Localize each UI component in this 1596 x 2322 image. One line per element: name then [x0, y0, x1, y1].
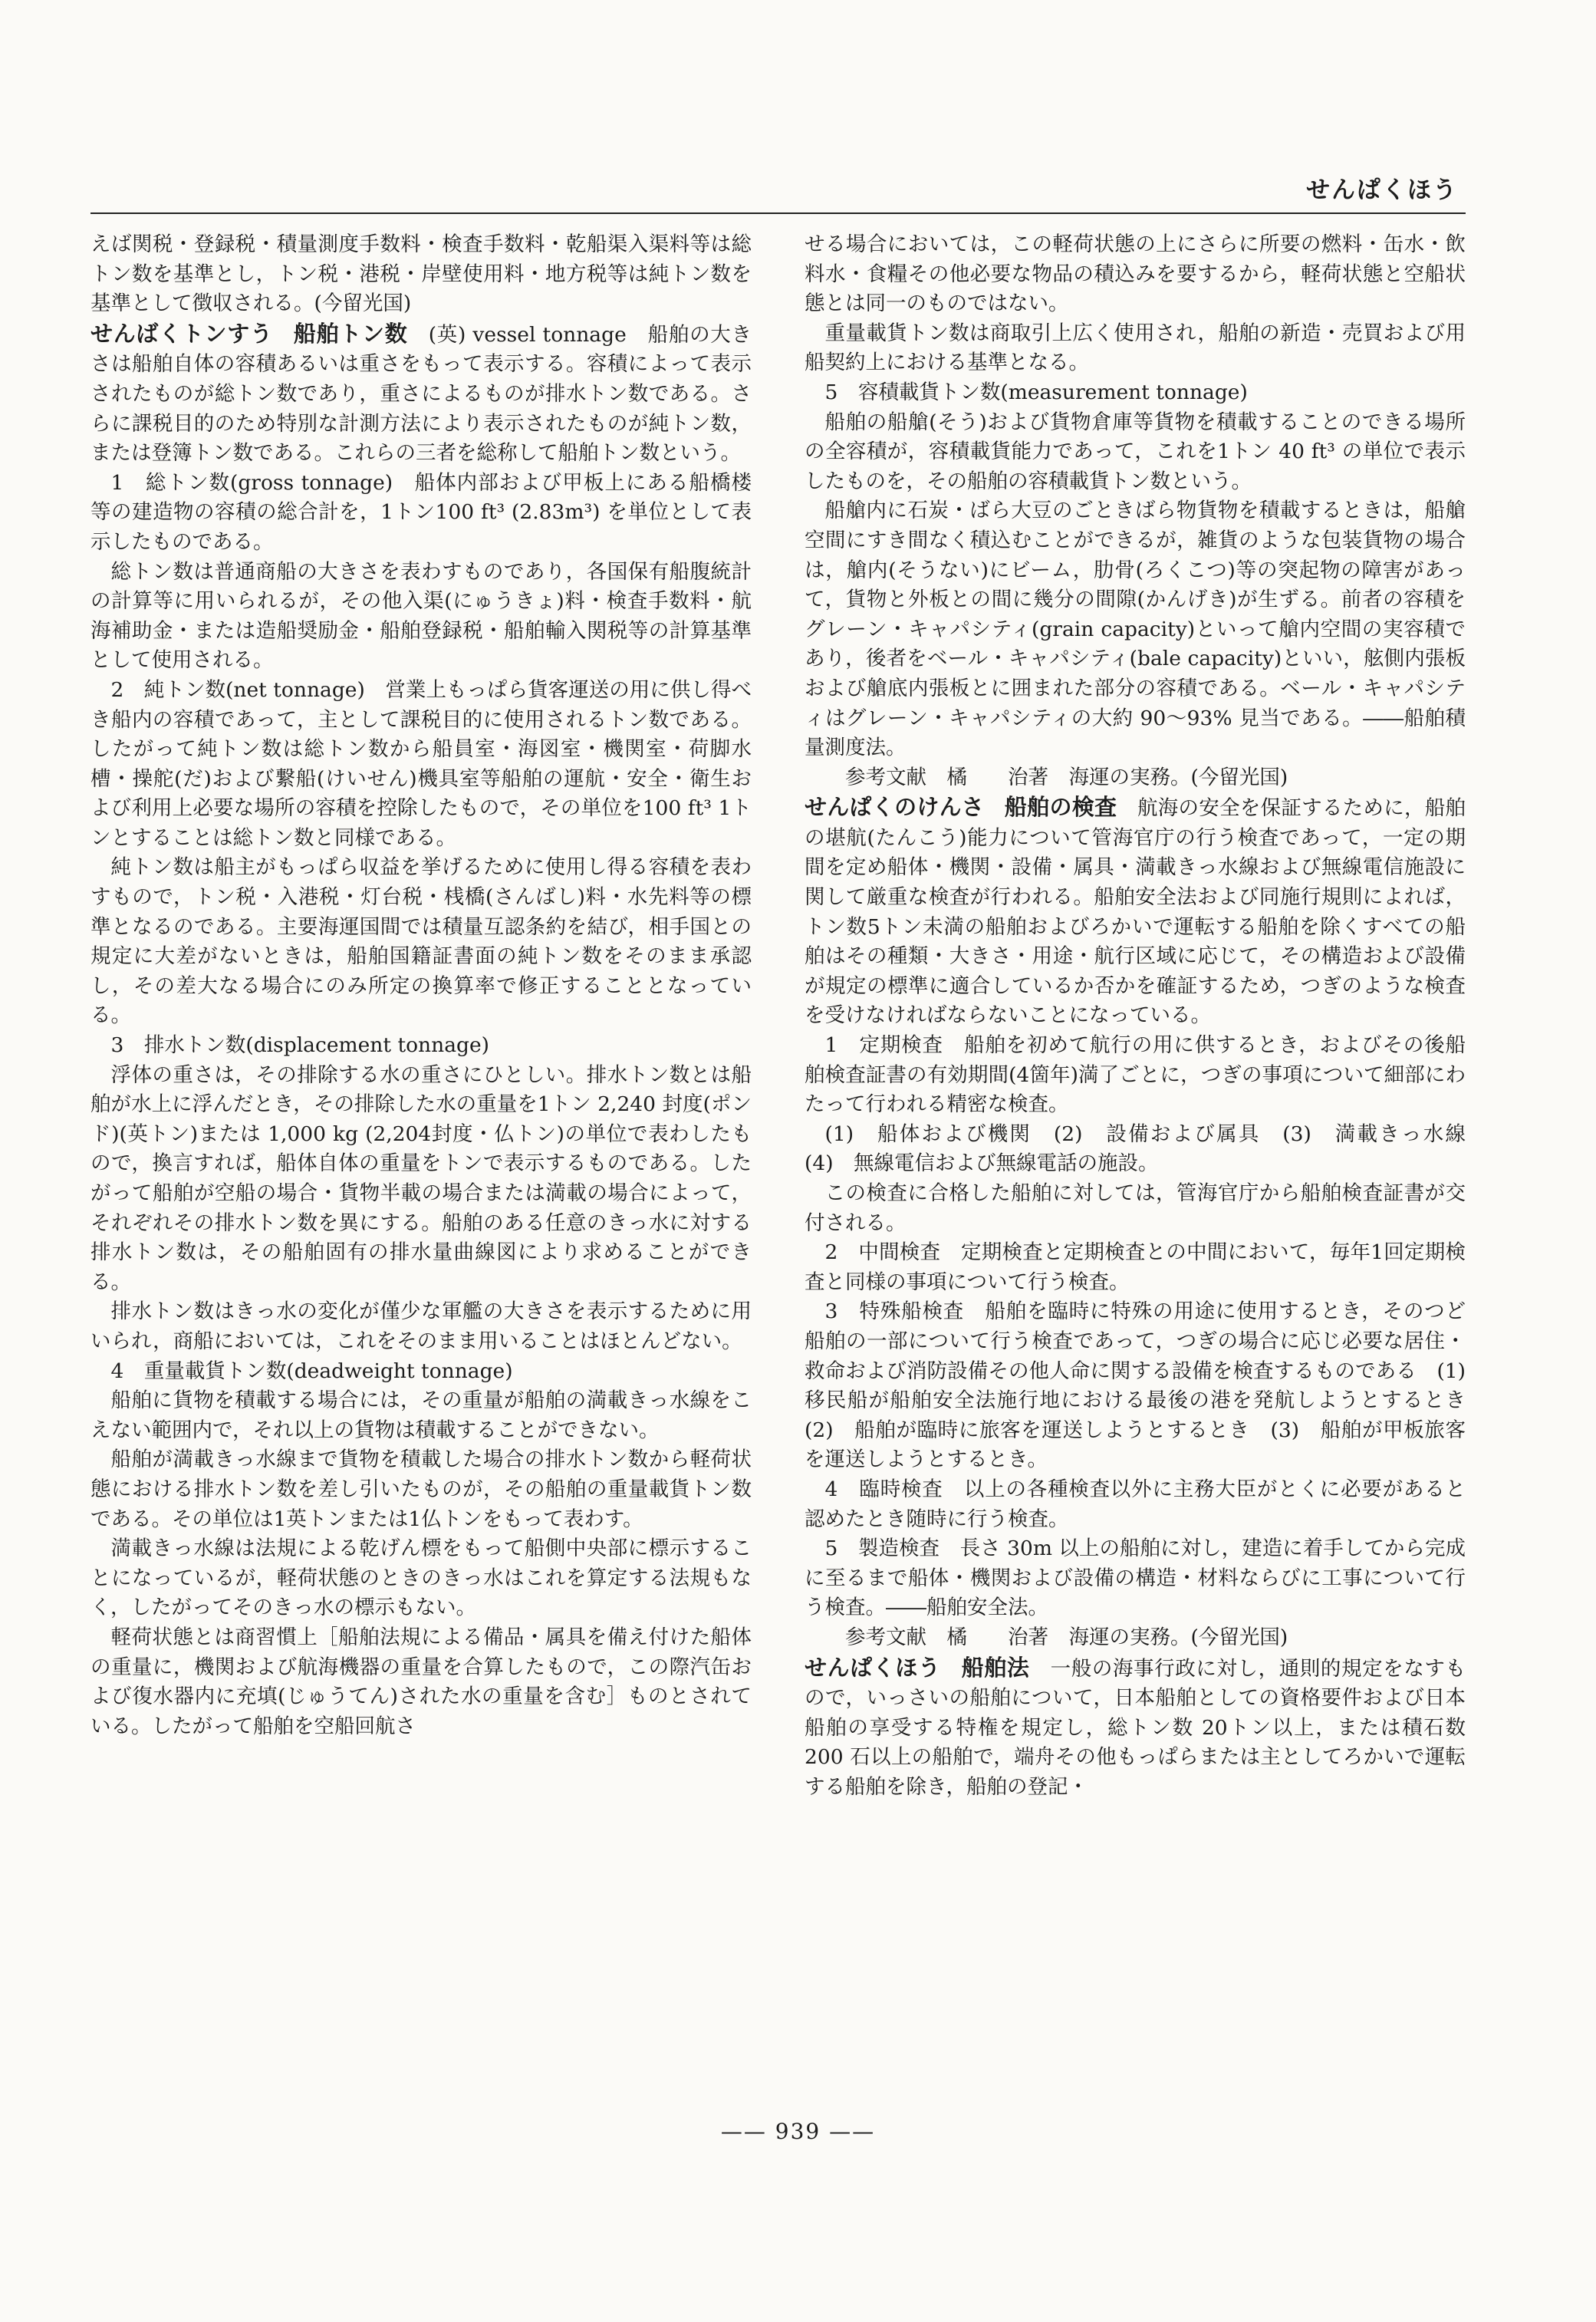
- paragraph: 船舶の船艙(そう)および貨物倉庫等貨物を積載することのできる場所の全容積が，容積載貨能力であって，これを1トン 40 ft³ の単位で表示したものを，その船舶の容積載貨トン数という。: [805, 410, 1466, 493]
- reference: 参考文献 橘 治著 海運の実務。(今留光国): [845, 765, 1288, 789]
- paragraph: 排水トン数はきっ水の変化が僅少な軍艦の大きさを表示するために用いられ，商船においては，これをそのまま用いることはほとんどない。: [90, 1299, 752, 1353]
- entry-headword: せんぱくほう: [805, 1654, 941, 1681]
- paragraph: えば関税・登録税・積量測度手数料・検査手数料・乾船渠入渠料等は総トン数を基準とし，トン税・港税・岸壁使用料・地方税等は純トン数を基準として徴収される。(今留光国): [90, 232, 752, 316]
- paragraph: 船艙内に石炭・ばら大豆のごときばら物貨物を積載するときは，船艙空間にすき間なく積込むことができるが，雑貨のような包装貨物の場合は，艙内(そうない)にビーム，肋骨(ろくこつ)等の突起物の障害があって，貨物と外板との間に幾分の間隙(かんげき)が生ずる。前者の容積をグレーン・キャパシティ(grain capacity)といって艙内空間の実容積であり，後者をベール・キャパシティ(bale capacity)といい，舷側内張板および艙底内張板とに囲まれた部分の容積である。ベール・キャパシティはグレーン・キャパシティの大約 90～93% 見当である。――船舶積量測度法。: [805, 499, 1466, 760]
- paragraph: 4 臨時検査 以上の各種検査以外に主務大臣がとくに必要があると認めたとき随時に行う検査。: [805, 1477, 1466, 1531]
- paragraph: 軽荷状態とは商習慣上［船舶法規による備品・属具を備え付けた船体の重量に，機関および航海機器の重量を合算したもので，この際汽缶および復水器内に充填(じゅうてん)された水の重量を含む］ものとされている。したがって船舶を空船回航さ: [90, 1625, 752, 1738]
- paragraph: (1) 船体および機関 (2) 設備および属具 (3) 満載きっ水線 (4) 無線電信および無線電話の施設。: [805, 1121, 1486, 1176]
- right-column: [805, 230, 1486, 2040]
- dictionary-entry: [805, 792, 1466, 1031]
- paragraph: 総トン数は普通商船の大きさを表わすものであり，各国保有船腹統計の計算等に用いられるが，その他入渠(にゅうきょ)料・検査手数料・航海補助金・または造船奨励金・船舶登録税・船舶輸入関税等の計算基準として使用される。: [90, 559, 752, 673]
- entry-text: 一般の海事行政に対し，通則的規定をなすもので，いっさいの船舶について，日本船舶としての資格要件および日本船舶の享受する特権を規定し，総トン数 20トン以上，または積石数 200 石以上の船舶で，端舟その他もっぱらまたは主としてろかいで運転する船舶を除き，船舶の登記・: [805, 1656, 1466, 1799]
- subheading: 4 重量載貨トン数(deadweight tonnage): [110, 1359, 513, 1383]
- paragraph: 船舶が満載きっ水線まで貨物を積載した場合の排水トン数から軽荷状態における排水トン数を差し引いたものが，その船舶の重量載貨トン数である。その単位は1英トンまたは1仏トンをもって表わす。: [90, 1448, 752, 1531]
- paragraph: この検査に合格した船舶に対しては，管海官庁から船舶検査証書が交付される。: [805, 1181, 1466, 1235]
- subheading: 5 容積載貨トン数(measurement tonnage): [824, 380, 1248, 404]
- entry-headword: せんばくトンすう: [90, 320, 273, 347]
- paragraph: 2 純トン数(net tonnage) 営業上もっぱら貨客運送の用に供し得べき船内の容積であって，主として課税目的に使用されるトン数である。したがって純トン数は総トン数から船員室・海図室・機関室・荷脚水槽・操舵(だ)および繋船(けいせん)機具室等船舶の運航・安全・衛生および利用上必要な場所の容積を控除したもので，その単位を100 ft³ 1トンとすることは総トン数と同様である。: [90, 677, 752, 850]
- entry-headword: せんぱくのけんさ: [805, 794, 985, 821]
- entry-term: 船舶法: [961, 1654, 1030, 1681]
- subheading: 3 排水トン数(displacement tonnage): [110, 1033, 489, 1058]
- paragraph: 3 特殊船検査 船舶を臨時に特殊の用途に使用するとき，そのつど船舶の一部について行う検査であって，つぎの場合に応じ必要な居住・救命および消防設備その他人命に関する設備を検査するものである (1) 移民船が船舶安全法施行地における最後の港を発航しようとするとき (2) 船舶が臨時に旅客を運送しようとするとき (3) 船舶が甲板旅客を運送しようとするとき。: [805, 1299, 1486, 1472]
- left-column: [90, 230, 752, 2040]
- running-head: せんぱくほう: [1306, 176, 1458, 204]
- paragraph: 5 製造検査 長さ 30m 以上の船舶に対し，建造に着手してから完成に至るまで船体・機関および設備の構造・材料ならびに工事について行う検査。――船舶安全法。: [805, 1536, 1466, 1620]
- reference: 参考文献 橘 治著 海運の実務。(今留光国): [845, 1625, 1288, 1649]
- entry-term: 船舶トン数: [293, 320, 408, 347]
- entry-term: 船舶の検査: [1004, 794, 1117, 821]
- paragraph: 船舶に貨物を積載する場合には，その重量が船舶の満載きっ水線をこえない範囲内で，それ以上の貨物は積載することができない。: [90, 1388, 752, 1442]
- paragraph: 1 定期検査 船舶を初めて航行の用に供するとき，およびその後船舶検査証書の有効期間(4箇年)満了ごとに，つぎの事項について細部にわたって行われる精密な検査。: [805, 1033, 1466, 1117]
- dictionary-entry: [90, 319, 752, 469]
- entry-text: (英) vessel tonnage 船舶の大きさは船舶自体の容積あるいは重さをもって表示する。容積によって表示されたものが総トン数であり，重さによるものが排水トン数である。さらに課税目的のため特別な計測方法により表示されたものが純トン数，または登簿トン数である。これらの三者を総称して船舶トン数という。: [90, 322, 752, 466]
- paragraph: せる場合においては，この軽荷状態の上にさらに所要の燃料・缶水・飲料水・食糧その他必要な物品の積込みを要するから，軽荷状態と空船状態とは同一のものではない。: [805, 232, 1466, 316]
- header-rule: [90, 212, 1466, 214]
- paragraph: 2 中間検査 定期検査と定期検査との中間において，毎年1回定期検査と同様の事項について行う検査。: [805, 1240, 1466, 1294]
- page-number: —— 939 ——: [720, 2119, 876, 2144]
- paragraph: 純トン数は船主がもっぱら収益を挙げるために使用し得る容積を表わすもので，トン税・入港税・灯台税・桟橋(さんばし)料・水先料等の標準となるのである。主要海運国間では積量互認条約を結び，相手国との規定に大差がないときは，船舶国籍証書面の純トン数をそのまま承認し，その差大なる場合にのみ所定の換算率で修正することとなっている。: [90, 855, 752, 1028]
- paragraph: 浮体の重さは，その排除する水の重さにひとしい。排水トン数とは船舶が水上に浮んだとき，その排除した水の重量を1トン 2,240 封度(ポンド)(英トン)または 1,000 kg (2,204封度・仏トン)の単位で表わしたもので，換言すれば，船体自体の重量をトンで表示するものである。したがって船舶が空船の場合・貨物半載の場合または満載の場合によって，それぞれその排水トン数を異にする。船舶のある任意のきっ水に対する排水トン数は，その船舶固有の排水量曲線図により求めることができる。: [90, 1062, 752, 1294]
- paragraph: 1 総トン数(gross tonnage) 船体内部および甲板上にある船橋楼等の建造物の容積の総合計を，1トン100 ft³ (2.83m³) を単位として表示したものである。: [90, 470, 752, 554]
- dictionary-entry: [805, 1653, 1466, 1803]
- entry-text: 航海の安全を保証するために，船舶の堪航(たんこう)能力について管海官庁の行う検査であって，一定の期間を定め船体・機関・設備・属具・満載きっ水線および無線電信施設に関して厳重な検査が行われる。船舶安全法および同施行規則によれば，トン数5トン未満の船舶およびろかいで運転する船舶を除くすべての船舶はその種類・大きさ・用途・航行区域に応じて，その構造および設備が規定の標準に適合しているか否かを確証するため，つぎのような検査を受けなければならないことになっている。: [805, 796, 1466, 1028]
- paragraph: 満載きっ水線は法規による乾げん標をもって船側中央部に標示することになっているが，軽荷状態のときのきっ水はこれを算定する法規もなく，したがってそのきっ水の標示もない。: [90, 1536, 752, 1620]
- paragraph: 重量載貨トン数は商取引上広く使用され，船舶の新造・売買および用船契約上における基準となる。: [805, 321, 1466, 375]
